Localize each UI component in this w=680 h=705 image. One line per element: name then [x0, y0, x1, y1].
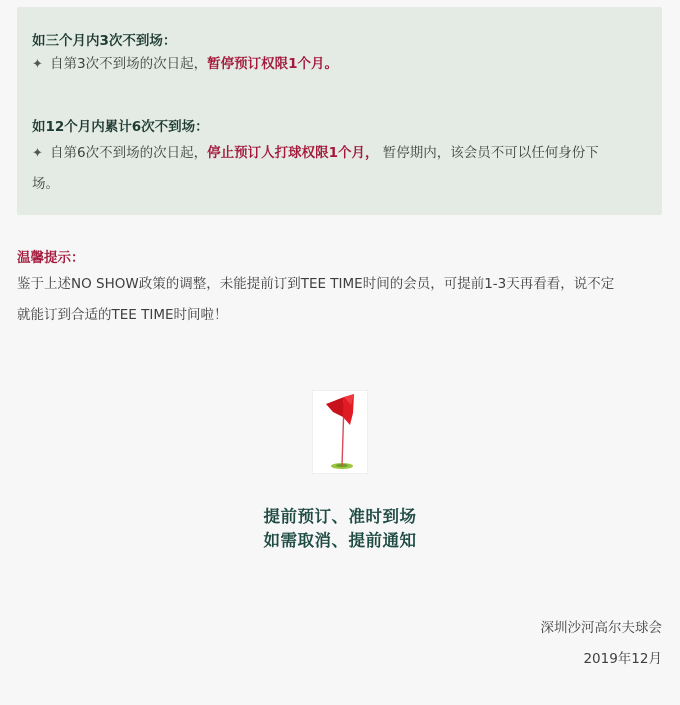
rule2-text-after: 暂停期内，该会员不可以任何身份下: [382, 145, 599, 161]
tip-line2: 就能订到合适的TEE TIME时间啦！: [17, 307, 228, 323]
tip-title: 温馨提示：: [17, 250, 85, 266]
slogan-line2: 如需取消、提前通知: [263, 531, 417, 550]
rule1-highlight: 暂停预订权限1个月。: [207, 56, 338, 72]
rule2-line: [32, 138, 657, 200]
rule2-text-wrap: 场。: [32, 176, 59, 192]
slogan-line1: 提前预订、准时到场: [263, 507, 417, 526]
club-name: 深圳沙河高尔夫球会: [540, 620, 662, 636]
golf-flag-icon: [313, 391, 367, 473]
no-show-rules-box: [17, 7, 662, 215]
rule1-line: [32, 49, 657, 80]
rule2-highlight: 停止预订人打球权限1个月，: [207, 145, 379, 161]
tip-line1: 鉴于上述NO SHOW政策的调整，未能提前订到TEE TIME时间的会员，可提前1-3天再看看，说不定: [17, 276, 615, 292]
notice-date: 2019年12月: [583, 651, 662, 667]
sparkle-icon: ✦: [32, 146, 43, 161]
rule2-text: 自第6次不到场的次日起，: [50, 145, 208, 161]
rule2-heading: 如12个月内累计6次不到场：: [32, 119, 209, 135]
tip-text: [17, 269, 667, 331]
rule1-heading: 如三个月内3次不到场：: [32, 33, 177, 49]
rule1-text: 自第3次不到场的次日起，: [50, 56, 208, 72]
sparkle-icon: ✦: [32, 57, 43, 72]
golf-flag-image: [312, 390, 368, 474]
